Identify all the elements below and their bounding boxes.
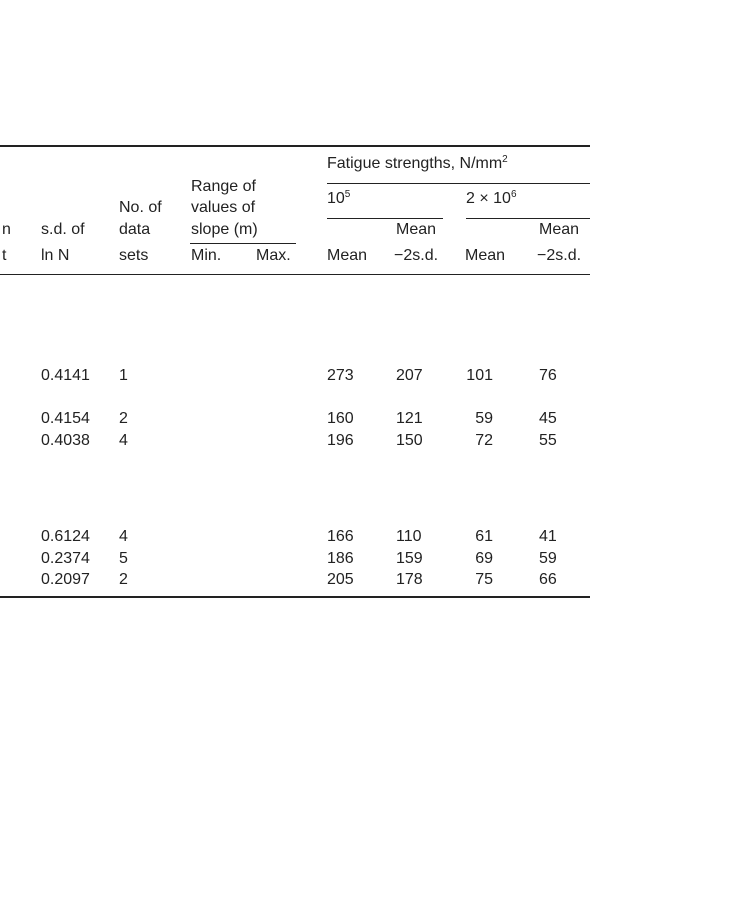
cut-off-heading-b: t bbox=[2, 247, 7, 264]
mean-minus-2sd-2e6-cell: 76 bbox=[539, 367, 557, 384]
mean-minus-2sd-2e6-cell: 66 bbox=[539, 571, 557, 588]
mean-2sd-2-line1: Mean bbox=[539, 221, 580, 238]
cut-off-heading-a: n bbox=[2, 221, 11, 238]
mean-1e5-cell: 160 bbox=[327, 410, 354, 427]
mean-2e6-cell: 72 bbox=[475, 432, 493, 449]
mean-minus-2sd-2e6-cell: 41 bbox=[539, 528, 557, 545]
fatigue-underline bbox=[327, 183, 590, 184]
mean-1e5-cell: 166 bbox=[327, 528, 354, 545]
fatigue-strengths-heading bbox=[327, 155, 508, 173]
mean-2e6-cell: 75 bbox=[475, 571, 493, 588]
sd-cell: 0.4141 bbox=[41, 367, 90, 384]
mean-1e5-cell: 196 bbox=[327, 432, 354, 449]
sd-heading-line1: s.d. of bbox=[41, 221, 85, 238]
no-data-sets-line1: No. of bbox=[119, 199, 162, 216]
mean-2-heading: Mean bbox=[465, 247, 506, 264]
mean-1e5-cell: 273 bbox=[327, 367, 354, 384]
sd-cell: 0.6124 bbox=[41, 528, 90, 545]
mean-2e6-cell: 61 bbox=[475, 528, 493, 545]
range-heading-line3: slope (m) bbox=[191, 221, 258, 238]
mean-minus-2sd-2e6-cell: 55 bbox=[539, 432, 557, 449]
range-heading-line2: values of bbox=[191, 199, 256, 216]
cycles-2-underline bbox=[466, 218, 590, 219]
mean-minus-2sd-2e6-cell: 59 bbox=[539, 550, 557, 567]
mean-minus-2sd-2e6-cell: 45 bbox=[539, 410, 557, 427]
mean-2sd-1-line1: Mean bbox=[396, 221, 437, 238]
mean-1e5-cell: 205 bbox=[327, 571, 354, 588]
mean-2sd-2-line2: −2s.d. bbox=[537, 247, 582, 264]
mean-minus-2sd-1e5-cell: 150 bbox=[396, 432, 423, 449]
mean-1-heading: Mean bbox=[327, 247, 368, 264]
cycles-1-heading bbox=[327, 190, 350, 208]
data-sets-cell: 4 bbox=[119, 528, 128, 545]
sd-cell: 0.2097 bbox=[41, 571, 90, 588]
fatigue-strengths-sup: 2 bbox=[502, 154, 508, 165]
cycles-2-heading bbox=[466, 190, 517, 208]
sd-cell: 0.4038 bbox=[41, 432, 90, 449]
cycles-1-underline bbox=[327, 218, 443, 219]
max-heading: Max. bbox=[256, 247, 291, 264]
data-sets-cell: 2 bbox=[119, 410, 128, 427]
top-rule bbox=[0, 145, 590, 147]
mean-1e5-cell: 186 bbox=[327, 550, 354, 567]
cycles-1-sup: 5 bbox=[344, 189, 351, 200]
cycles-1-text: 10 bbox=[327, 190, 345, 207]
header-bottom-rule bbox=[0, 274, 590, 275]
sd-cell: 0.2374 bbox=[41, 550, 90, 567]
min-heading: Min. bbox=[191, 247, 222, 264]
bottom-rule bbox=[0, 596, 590, 598]
mean-minus-2sd-1e5-cell: 207 bbox=[396, 367, 423, 384]
mean-2sd-1-line2: −2s.d. bbox=[394, 247, 439, 264]
no-data-sets-line2: data bbox=[119, 221, 151, 238]
mean-minus-2sd-1e5-cell: 178 bbox=[396, 571, 423, 588]
data-sets-cell: 4 bbox=[119, 432, 128, 449]
slope-underline bbox=[190, 243, 296, 244]
fatigue-strengths-text: Fatigue strengths, N/mm bbox=[327, 155, 503, 172]
cycles-2-text: 2 × 10 bbox=[466, 190, 511, 207]
mean-minus-2sd-1e5-cell: 159 bbox=[396, 550, 423, 567]
mean-minus-2sd-1e5-cell: 121 bbox=[396, 410, 423, 427]
mean-2e6-cell: 59 bbox=[475, 410, 493, 427]
mean-2e6-cell: 101 bbox=[466, 367, 493, 384]
mean-2e6-cell: 69 bbox=[475, 550, 493, 567]
no-data-sets-line3: sets bbox=[119, 247, 149, 264]
cycles-2-sup: 6 bbox=[510, 189, 517, 200]
sd-cell: 0.4154 bbox=[41, 410, 90, 427]
sd-heading-line2: ln N bbox=[41, 247, 70, 264]
data-sets-cell: 2 bbox=[119, 571, 128, 588]
data-sets-cell: 5 bbox=[119, 550, 128, 567]
range-heading-line1: Range of bbox=[191, 178, 256, 195]
data-sets-cell: 1 bbox=[119, 367, 128, 384]
mean-minus-2sd-1e5-cell: 110 bbox=[396, 528, 422, 545]
